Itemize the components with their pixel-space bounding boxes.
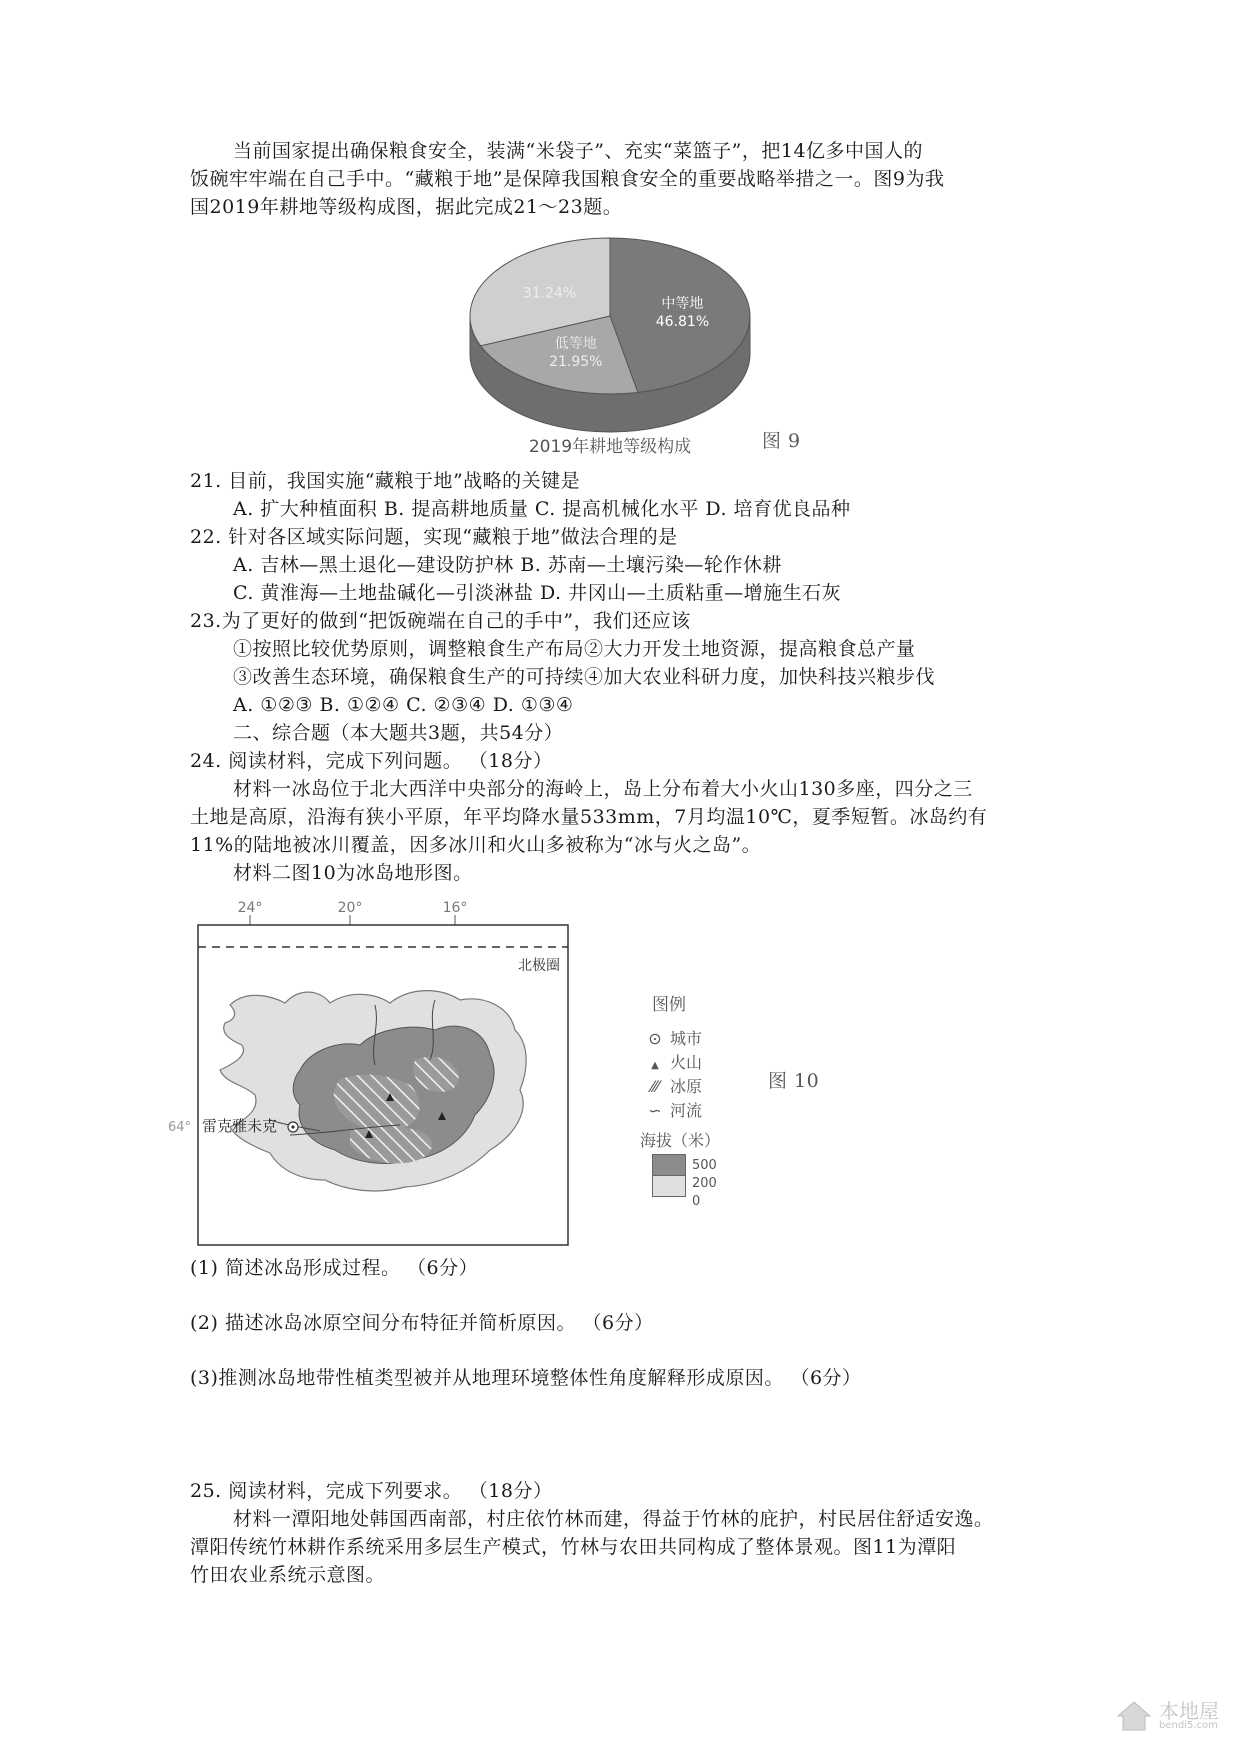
q24-material-1-line-1: 材料一冰岛位于北大西洋中央部分的海岭上，岛上分布着大小火山130多座，四分之三 <box>233 778 973 800</box>
pie-svg <box>445 228 780 458</box>
q23-statements-1-2: ①按照比较优势原则，调整粮食生产布局②大力开发土地资源，提高粮食总产量 <box>233 638 916 660</box>
legend-title: 图例 <box>652 995 686 1015</box>
q25-material-line-3: 竹田农业系统示意图。 <box>190 1564 386 1586</box>
q25-material-line-1: 材料一潭阳地处韩国西南部，村庄依竹林而建，得益于竹林的庇护，村民居住舒适安逸。 <box>233 1508 994 1530</box>
pie-slice-value-1: 46.81% <box>655 313 710 330</box>
river-symbol-icon: ∽ <box>648 1101 662 1120</box>
q24-material-2: 材料二图10为冰岛地形图。 <box>233 862 473 884</box>
legend-icefield-row <box>640 1074 702 1097</box>
q23-options: A. ①②③ B. ①②④ C. ②③④ D. ①③④ <box>233 694 574 716</box>
q21-options: A. 扩大种植面积 B. 提高耕地质量 C. 提高机械化水平 D. 培育优良品种 <box>233 498 851 520</box>
longitude-16-label: 16° <box>442 900 468 916</box>
q22-stem: 22. 针对各区域实际问题，实现“藏粮于地”做法合理的是 <box>190 526 678 548</box>
q24-subquestion-3: (3)推测冰岛地带性植类型被并从地理环境整体性角度解释形成原因。 （6分） <box>190 1367 862 1389</box>
q25-material-line-2: 潭阳传统竹林耕作系统采用多层生产模式，竹林与农田共同构成了整体景观。图11为潭阳 <box>190 1536 957 1558</box>
figure-10-caption: 图 10 <box>768 1070 820 1092</box>
house-logo-icon <box>1114 1696 1154 1736</box>
q24-material-1-line-2: 土地是高原，沿海有狭小平原，年平均降水量533mm，7月均温10℃，夏季短暂。冰岛约有 <box>190 806 988 828</box>
pie-slice-value-2: 21.95% <box>549 353 603 370</box>
q24-stem: 24. 阅读材料，完成下列问题。 （18分） <box>190 750 553 772</box>
legend-city-label: 城市 <box>670 1029 703 1048</box>
q23-stem: 23.为了更好的做到“把饭碗端在自己的手中”，我们还应该 <box>190 610 691 632</box>
pie-title: 2019年耕地等级构成 <box>528 437 692 457</box>
legend-elevation-title: 海拔（米） <box>640 1131 721 1150</box>
q24-subquestion-1: (1) 简述冰岛形成过程。 （6分） <box>190 1257 479 1279</box>
legend-icefield-label: 冰原 <box>670 1077 703 1096</box>
longitude-24-label: 24° <box>237 900 263 916</box>
figure-10-iceland-map <box>168 895 670 1255</box>
intro-line-1: 当前国家提出确保粮食安全，装满“米袋子”、充实“菜篮子”，把14亿多中国人的 <box>233 140 924 162</box>
map-legend <box>640 990 770 1250</box>
iceland-map-svg <box>168 895 670 1255</box>
longitude-20-label: 20° <box>337 900 363 916</box>
city-marker-dot <box>291 1125 294 1128</box>
legend-volcano-row <box>640 1050 702 1073</box>
elevation-swatch-200 <box>652 1175 686 1197</box>
q23-statements-3-4: ③改善生态环境，确保粮食生产的可持续④加大农业科研力度，加快科技兴粮步伐 <box>233 666 936 688</box>
latitude-64-label: 64° <box>168 1120 192 1135</box>
arctic-circle-label: 北极圈 <box>518 958 560 974</box>
legend-0-label: 0 <box>692 1194 701 1209</box>
q24-material-1-line-3: 11%的陆地被冰川覆盖，因多冰川和火山多被称为“冰与火之岛”。 <box>190 834 762 856</box>
volcano-symbol-icon: ▲ <box>651 1060 659 1071</box>
legend-200-label: 200 <box>692 1176 717 1191</box>
watermark <box>1114 1696 1219 1736</box>
watermark-name: 本地屋 <box>1159 1699 1219 1723</box>
q21-stem: 21. 目前，我国实施“藏粮于地”战略的关键是 <box>190 470 581 492</box>
legend-city-row <box>640 1026 702 1049</box>
section-2-heading: 二、综合题（本大题共3题，共54分） <box>233 722 564 744</box>
city-symbol-icon: ⊙ <box>648 1029 662 1048</box>
pie-slice-label-2: 低等地 <box>554 335 597 352</box>
pie-slice-value-3: 31.24% <box>522 285 577 302</box>
icefield-symbol-icon: ⁄⁄⁄ <box>650 1077 659 1096</box>
legend-volcano-label: 火山 <box>670 1053 703 1072</box>
reykjavik-label: 雷克雅未克 <box>202 1117 278 1135</box>
figure-9-caption: 图 9 <box>762 430 801 452</box>
figure-9-pie-chart <box>445 228 780 458</box>
pie-slice-label-1: 中等地 <box>661 295 704 312</box>
elevation-swatch-500 <box>652 1154 686 1176</box>
q24-subquestion-2: (2) 描述冰岛冰原空间分布特征并简析原因。 （6分） <box>190 1312 654 1334</box>
q25-stem: 25. 阅读材料，完成下列要求。 （18分） <box>190 1480 553 1502</box>
legend-river-row <box>640 1098 702 1121</box>
legend-500-label: 500 <box>692 1158 717 1173</box>
watermark-url: bendi5.com <box>1159 1720 1218 1731</box>
q22-options-ab: A. 吉林—黑土退化—建设防护林 B. 苏南—土壤污染—轮作休耕 <box>233 554 782 576</box>
legend-river-label: 河流 <box>670 1101 703 1120</box>
intro-line-2: 饭碗牢牢端在自己手中。“藏粮于地”是保障我国粮食安全的重要战略举措之一。图9为我 <box>190 168 945 190</box>
q22-options-cd: C. 黄淮海—土地盐碱化—引淡淋盐 D. 井冈山—土质粘重—增施生石灰 <box>233 582 842 604</box>
intro-line-3: 国2019年耕地等级构成图，据此完成21～23题。 <box>190 196 623 218</box>
